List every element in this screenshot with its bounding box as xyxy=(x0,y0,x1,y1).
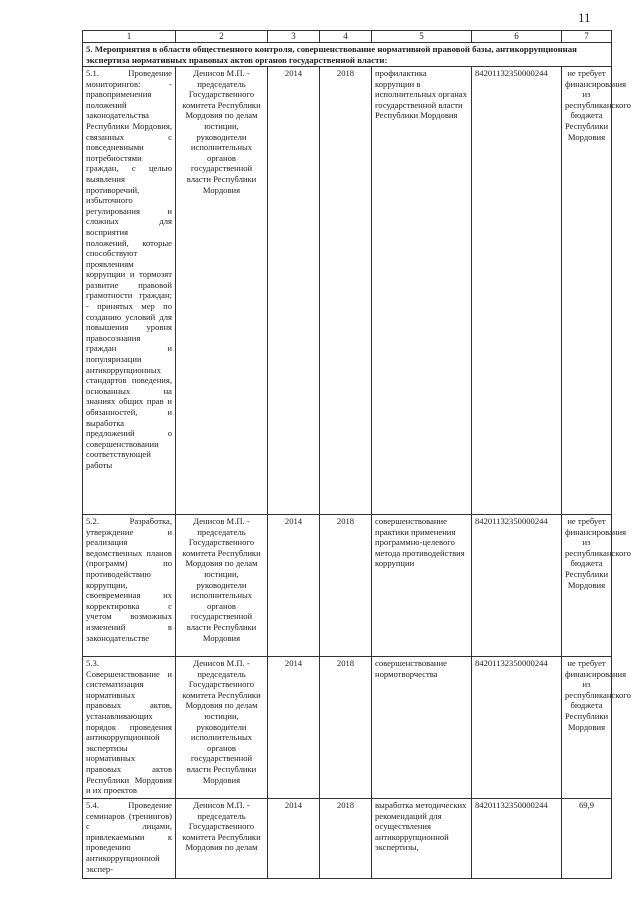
expected-result: выработка методических рекомендаций для осуществления антикоррупционной экспертизы, xyxy=(372,799,472,879)
funding: 69,9 xyxy=(562,799,612,879)
expected-result: профилактика коррупции в исполнительных органах государственной власти Республики Мордовия xyxy=(372,67,472,515)
start-year: 2014 xyxy=(268,657,320,799)
responsible: Денисов М.П. - председатель Государственного комитета Республики Мордовия по делам юстиции, руководители исполнительных органов государственной власти Республики Мордовия xyxy=(176,67,268,515)
column-number-2: 2 xyxy=(176,31,268,43)
funding: не требует финансирования из республиканского бюджета Республики Мордовия xyxy=(562,657,612,799)
end-year: 2018 xyxy=(320,657,372,799)
table-row xyxy=(83,799,612,879)
start-year: 2014 xyxy=(268,799,320,879)
measure-name: 5.3. Совершенствование и систематизация нормативных правовых актов, устанавливающих порядок проведения антикоррупционной экспертизы нормативных правовых актов Республики Мордовия и их проектов xyxy=(83,657,176,799)
table-row xyxy=(83,67,612,515)
budget-code: 84201132350000244 xyxy=(472,515,562,657)
expected-result: совершенствование нормотворчества xyxy=(372,657,472,799)
page-number: 11 xyxy=(578,10,591,25)
end-year: 2018 xyxy=(320,515,372,657)
column-number-1: 1 xyxy=(83,31,176,43)
column-number-5: 5 xyxy=(372,31,472,43)
funding: не требует финансирования из республиканского бюджета Республики Мордовия xyxy=(562,67,612,515)
responsible: Денисов М.П. - председатель Государственного комитета Республики Мордовия по делам юстиции, руководители исполнительных органов государственной власти Республики Мордовия xyxy=(176,657,268,799)
measures-table xyxy=(82,30,631,879)
section-title: 5. Мероприятия в области общественного контроля, совершенствование нормативной правовой базы, антикоррупционная экспертиза нормативных правовых актов органов государственной власти: xyxy=(83,43,612,67)
budget-code: 84201132350000244 xyxy=(472,657,562,799)
table-header-row xyxy=(83,31,612,43)
funding: не требует финансирования из республиканского бюджета Республики Мордовия xyxy=(562,515,612,657)
start-year: 2014 xyxy=(268,67,320,515)
measure-name: 5.1. Проведение мониторингов: - правоприменения положений законодательства Республики Мордовия, связанных с повседневными потребностями граждан, с целью выявления противоречий, избыточного регулирования и сложных для восприятия положений, которые способствуют проявлениям коррупции и тормозят развитие правовой грамотности граждан; - принятых мер по созданию условий для повышения уровня правосознания граждан и популяризации антикоррупционных стандартов поведения, основанных на знаниях общих прав и обязанностей, и выработка предложений о совершенствовании соответствующей работы xyxy=(83,67,176,515)
column-number-4: 4 xyxy=(320,31,372,43)
expected-result: совершенствование практики применения программно-целевого метода противодействия коррупции xyxy=(372,515,472,657)
budget-code: 84201132350000244 xyxy=(472,67,562,515)
section-row xyxy=(83,43,612,67)
budget-code: 84201132350000244 xyxy=(472,799,562,879)
column-number-3: 3 xyxy=(268,31,320,43)
measure-name: 5.2. Разработка, утверждение и реализация ведомственных планов (программ) по противодействию коррупции, своевременная их корректировка с учетом возможных изменений в законодательстве xyxy=(83,515,176,657)
table-row xyxy=(83,657,612,799)
table-row xyxy=(83,515,612,657)
responsible: Денисов М.П. - председатель Государственного комитета Республики Мордовия по делам xyxy=(176,799,268,879)
measure-name: 5.4. Проведение семинаров (тренингов) с лицами, привлекаемыми к проведению антикоррупционной экспер- xyxy=(83,799,176,879)
responsible: Денисов М.П. - председатель Государственного комитета Республики Мордовия по делам юстиции, руководители исполнительных органов государственной власти Республики Мордовия xyxy=(176,515,268,657)
start-year: 2014 xyxy=(268,515,320,657)
end-year: 2018 xyxy=(320,67,372,515)
column-number-6: 6 xyxy=(472,31,562,43)
column-number-7: 7 xyxy=(562,31,612,43)
end-year: 2018 xyxy=(320,799,372,879)
